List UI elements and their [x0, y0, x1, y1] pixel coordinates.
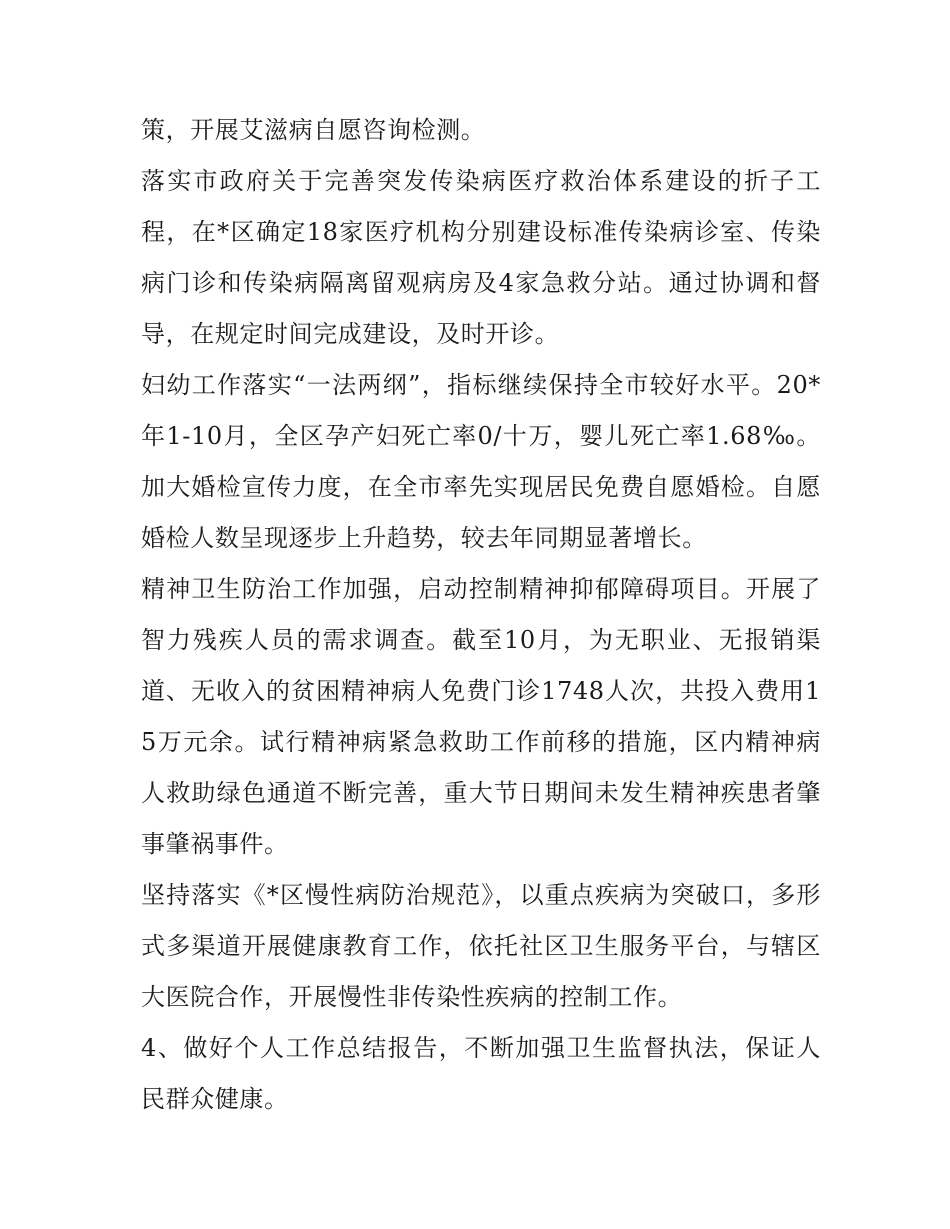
document-body [141, 105, 821, 1125]
paragraph-mental-health: 精神卫生防治工作加强，启动控制精神抑郁障碍项目。开展了智力残疾人员的需求调查。截至10月，为无职业、无报销渠道、无收入的贫困精神病人免费门诊1748人次，共投入费用15万元余。试行精神病紧急救助工作前移的措施，区内精神病人救助绿色通道不断完善，重大节日期间未发生精神疾患者肇事肇祸事件。 [141, 575, 821, 858]
paragraph-aids-testing: 策，开展艾滋病自愿咨询检测。 [141, 116, 486, 144]
paragraph-health-supervision: 4、做好个人工作总结报告，不断加强卫生监督执法，保证人民群众健康。 [141, 1034, 821, 1113]
paragraph-infectious-disease-treatment: 落实市政府关于完善突发传染病医疗救治体系建设的折子工程，在*区确定18家医疗机构分别建设标准传染病诊室、传染病门诊和传染病隔离留观病房及4家急救分站。通过协调和督导，在规定时间完成建设，及时开诊。 [141, 167, 821, 348]
paragraph-chronic-disease: 坚持落实《*区慢性病防治规范》，以重点疾病为突破口，多形式多渠道开展健康教育工作，依托社区卫生服务平台，与辖区大医院合作，开展慢性非传染性疾病的控制工作。 [141, 881, 821, 1011]
paragraph-maternal-child-health: 妇幼工作落实“一法两纲”，指标继续保持全市较好水平。20*年1-10月，全区孕产妇死亡率0/十万，婴儿死亡率1.68‰。加大婚检宣传力度，在全市率先实现居民免费自愿婚检。自愿婚检人数呈现逐步上升趋势，较去年同期显著增长。 [141, 371, 821, 552]
